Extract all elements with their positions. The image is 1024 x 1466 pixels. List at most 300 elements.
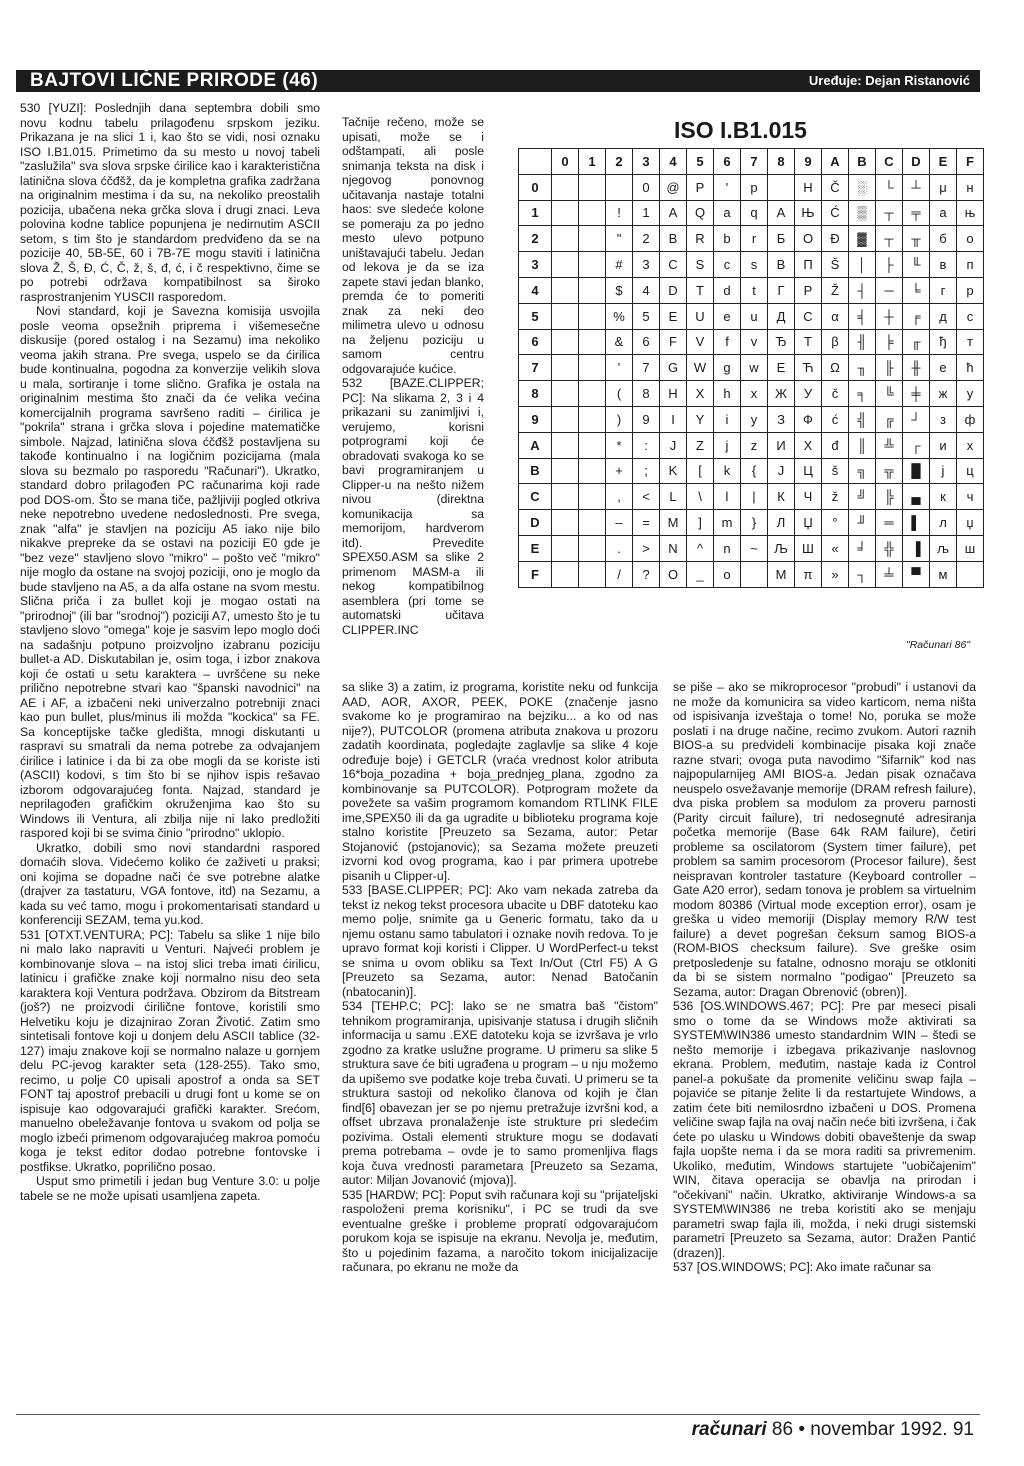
table-cell: S — [687, 252, 714, 278]
table-cell: a — [930, 200, 957, 226]
table-cell: ч — [957, 484, 984, 510]
table-cell: ▒ — [849, 200, 876, 226]
table-cell: ╓ — [903, 329, 930, 355]
table-cell: Д — [768, 303, 795, 329]
table-cell: a — [714, 200, 741, 226]
table-cell: ╫ — [903, 355, 930, 381]
table-cell: Đ — [822, 226, 849, 252]
table-cell: ╜ — [849, 510, 876, 536]
table-cell — [579, 226, 606, 252]
table-cell: T — [687, 277, 714, 303]
table-cell: Ц — [795, 458, 822, 484]
table-cell: 8 — [633, 381, 660, 407]
row-header: E — [519, 535, 552, 561]
row-header: 5 — [519, 303, 552, 329]
table-cell: 3 — [633, 252, 660, 278]
table-cell: ╝ — [849, 484, 876, 510]
table-cell: μ — [930, 174, 957, 200]
table-cell: K — [660, 458, 687, 484]
table-cell: H — [660, 381, 687, 407]
table-cell: ° — [822, 510, 849, 536]
table-cell: ▓ — [849, 226, 876, 252]
table-cell — [552, 381, 579, 407]
table-cell: з — [930, 406, 957, 432]
row-header: D — [519, 510, 552, 536]
table-row — [519, 458, 984, 484]
table-cell: . — [606, 535, 633, 561]
table-cell: q — [741, 200, 768, 226]
table-caption: "Računari 86" — [906, 639, 971, 651]
table-cell: / — [606, 561, 633, 587]
table-cell — [768, 174, 795, 200]
table-cell: Č — [822, 174, 849, 200]
table-cell: р — [957, 277, 984, 303]
paragraph: 536 [OS.WINDOWS.467; PC]: Pre par meseci pisali smo o tome da se Windows može aktivirati sa SYSTEM\WIN386 umesto standardnim WIN – štedi se nešto memorije i izbegava prikazivanje naslovnog ekrana. Problem, međutim, nastaje kada iz Control panel-a pokušate da promenite veličinu swap fajla – pojaviće se pitanje želite li da restartujete Windows, a zatim ćete biti nemilosrdno izbačeni u DOS. Promena veličine swap fajla na ovaj način neće biti izvršena, i čak ćete po ulasku u Windows dobiti obaveštenje da swap fajla uopšte nema i da se mora raditi sa privremenim. Ukoliko, međutim, Windows startujete "uobičajenim" WIN, čitava operacija se obavlja na prirodan i "očekivani" način. Ukratko, aktiviranje Windows-a sa SYSTEM\WIN386 ne treba koristiti ako se menjaju parametri swap fajla ili, možda, i neki drugi sistemski parametri [Preuzeto sa Sezama, autor: Dražen Pantić (drazen)]. — [673, 999, 976, 1260]
table-cell: ╪ — [903, 381, 930, 407]
footer-divider — [16, 1414, 980, 1415]
table-cell: + — [606, 458, 633, 484]
table-cell: ╙ — [903, 252, 930, 278]
table-cell: Ω — [822, 355, 849, 381]
row-header: 2 — [519, 226, 552, 252]
table-cell: B — [660, 226, 687, 252]
table-cell: ž — [822, 484, 849, 510]
table-cell: x — [741, 381, 768, 407]
table-cell — [579, 561, 606, 587]
table-cell: С — [795, 303, 822, 329]
magazine-name: računari — [691, 1419, 767, 1440]
table-cell: 1 — [633, 200, 660, 226]
table-cell: N — [660, 535, 687, 561]
table-cell — [552, 174, 579, 200]
table-cell: ║ — [849, 432, 876, 458]
table-cell: Y — [687, 406, 714, 432]
table-cell: C — [660, 252, 687, 278]
table-cell: u — [741, 303, 768, 329]
table-cell: Х — [795, 432, 822, 458]
table-header-row — [519, 149, 984, 175]
table-cell: ╕ — [849, 381, 876, 407]
table-cell: < — [633, 484, 660, 510]
table-cell: М — [768, 561, 795, 587]
table-cell: j — [930, 458, 957, 484]
column-header: E — [930, 149, 957, 175]
table-cell: к — [930, 484, 957, 510]
column-header: 5 — [687, 149, 714, 175]
table-row — [519, 561, 984, 587]
table-cell: л — [930, 510, 957, 536]
table-cell: т — [957, 329, 984, 355]
table-cell: │ — [849, 252, 876, 278]
table-cell: s — [741, 252, 768, 278]
table-cell — [957, 561, 984, 587]
table-cell: * — [606, 432, 633, 458]
table-cell: у — [957, 381, 984, 407]
table-cell: M — [660, 510, 687, 536]
table-cell: Џ — [795, 510, 822, 536]
table-cell: ╒ — [903, 303, 930, 329]
table-cell: Ш — [795, 535, 822, 561]
column-header: D — [903, 149, 930, 175]
table-cell: х — [957, 432, 984, 458]
table-cell: Ђ — [768, 329, 795, 355]
table-cell — [606, 174, 633, 200]
table-cell: o — [714, 561, 741, 587]
table-cell — [579, 355, 606, 381]
table-cell: н — [957, 174, 984, 200]
table-cell: Z — [687, 432, 714, 458]
table-row — [519, 329, 984, 355]
table-cell — [552, 226, 579, 252]
table-cell: Ж — [768, 381, 795, 407]
row-header: 8 — [519, 381, 552, 407]
table-cell — [579, 381, 606, 407]
table-cell: м — [930, 561, 957, 587]
table-cell: F — [660, 329, 687, 355]
table-cell — [579, 200, 606, 226]
table-cell — [741, 561, 768, 587]
paragraph: Ukratko, dobili smo novi standardni raspored domaćih slova. Videćemo koliko će zaživeti u praksi; oni kojima se dopadne nači će sve potrebne alatke (drajver za tastaturu, VGA fontove, itd) na Sezamu, a kada su već tamo, mogu i prokomentarisati standard u konferenciji SEZAM, tema yu.kod. — [20, 840, 320, 927]
table-cell: V — [687, 329, 714, 355]
table-cell: ┐ — [849, 561, 876, 587]
table-cell: č — [822, 381, 849, 407]
paragraph: Novi standard, koji je Savezna komisija usvojila posle veoma opsežnih priprema i višemesečne diskusije (pored ostalog i na Sezamu) ima nekoliko veoma jakih strana. Pre svega, uspelo se da ćirilica bude kontinualna, pogodna za konverzije velikih slova u mala, sortiranje i tome slično. Grafika je ostala na originalnim mestima što znači da će velika većina komercijalnih programa savršeno raditi – ćirilica je "pokrila" strana i grčka slova i pojedine matematičke simbole. Najzad, latinična slova ćčđšž postavljena su takođe kontinualno i na logičnim pozicijama (mala slova su bezmalo po rasporedu "Računari"). Ukratko, standard dobro prilagođen PC računarima koji rade pod DOS-om. Što se mana tiče, pažljiviji pogled otkriva neke nepotrebno uvedene nedoslednosti. Pre svega, znak "alfa" je stavljen na poziciju A5 iako nije bilo nikakve prepreke da se ostavi na poziciji E0 gde je "bez veze" stavljeno slovo "mikro" – pošto več "mikro" nije moglo da ostane na svojoj poziciji, ono je moglo da bude stavljeno na A5, a da alfa ostane na svom mestu. Slična priča i za bullet koji je mogao ostati na "prirodnoj" (ili bar "srodnoj") poziciji A7, umesto što je tu stavljeno slovo "omega" koje je sasvim lepo moglo doći na sadašnju potpuno proizvoljno izabranu poziciju bullet-a AD. Diskutabilan je, osim toga, i izbor znakova koji će ostati u setu karaktera – uvršćene su neke prilično nepotrebne stvari kao "španski navodnici" na AE i AF, a izbačeni neki univerzalno potrebniji znaci kao pun bullet, plus/minus ili možda "kockica" sa FE. Sa konceptijske tačke gledišta, mnogi diskutanti u raspravi su smatrali da nema potrebe za odvajanjem ćirilice i latinice i da bi za obe mogli da se koriste isti (ASCII) kodovi, s tim što bi se njihov ispis rešavao izborom odgovarajućeg fonta. Najzad, standard je neprilagođen grafičkim okruženjima kao što su Windows ili Ventura, ali zbilja nije ni lako predložiti raspored koji bi se svima činio "prirodno" uklopio. — [20, 304, 320, 840]
table-cell: g — [714, 355, 741, 381]
table-cell — [552, 252, 579, 278]
table-cell: ! — [606, 200, 633, 226]
page-footer — [612, 1419, 974, 1441]
table-cell: ╠ — [876, 484, 903, 510]
column-header: C — [876, 149, 903, 175]
paragraph: 533 [BASE.CLIPPER; PC]: Ako vam nekada zatreba da tekst iz nekog tekst procesora ubacite u DBF datoteku kao memo polje, snimite ga u Generic formatu, tako da u njemu ostanu samo tabulatori i oznake novih redova. To je upravo format koji koristi i Clipper. U WordPerfect-u tekst se snima u ovom obliku sa Text In/Out (Ctrl F5) A G [Preuzeto sa Sezama, autor: Nenad Batočanin (nbatocanin)]. — [342, 883, 658, 999]
table-cell: Т — [795, 329, 822, 355]
table-cell: – — [606, 510, 633, 536]
table-row — [519, 484, 984, 510]
column-header: 3 — [633, 149, 660, 175]
table-cell: ▀ — [903, 561, 930, 587]
column-header: 4 — [660, 149, 687, 175]
table-cell: # — [606, 252, 633, 278]
table-cell: k — [714, 458, 741, 484]
table-cell: њ — [957, 200, 984, 226]
page-header — [16, 70, 980, 92]
table-cell: H — [795, 174, 822, 200]
table-cell — [552, 329, 579, 355]
table-cell — [552, 535, 579, 561]
table-cell: Š — [822, 252, 849, 278]
table-cell: ╣ — [849, 406, 876, 432]
column-middle-top — [342, 115, 484, 637]
table-cell: ╟ — [876, 355, 903, 381]
table-cell: , — [606, 484, 633, 510]
table-cell: █ — [903, 458, 930, 484]
table-cell: U — [687, 303, 714, 329]
table-cell — [552, 355, 579, 381]
table-cell: └ — [876, 174, 903, 200]
table-row — [519, 355, 984, 381]
table-cell: 5 — [633, 303, 660, 329]
table-cell: J — [660, 432, 687, 458]
table-cell: ├ — [876, 252, 903, 278]
table-cell: } — [741, 510, 768, 536]
table-row — [519, 252, 984, 278]
table-row — [519, 510, 984, 536]
table-row — [519, 381, 984, 407]
column-header: 6 — [714, 149, 741, 175]
table-cell: ═ — [876, 510, 903, 536]
paragraph: sa slike 3) a zatim, iz programa, koristite neku od funkcija AAD, AOR, AXOR, PEEK, POKE (značenje jasno svakome ko je programirao na bejziku... a ko od nas nije?), PUTCOLOR (promena atributa znakova u prozoru zadatih koordinata, pogledajte zaglavlje sa slike 4 koje određuje boje) i GETCLR (vraća vrednost kolor atributa 16*boja_pozadina + boja_prednjeg_plana, zgodno za kombinovanje sa PUTCOLOR). Potprogram možete da povežete sa vašim programom komandom RTLINK FILE ime,SPEX50 ili da ga ugradite u biblioteku programa koje stalno koristite [Preuzeto sa Sezama, autor: Petar Stojanović (pstojanovic); sa Sezama možete preuzeti izvorni kod ovog programa, kao i par primera upotrebe pisanih u Clipper-u]. — [342, 680, 658, 883]
table-cell: ┤ — [849, 277, 876, 303]
table-cell: ц — [957, 458, 984, 484]
table-cell — [579, 535, 606, 561]
table-cell: t — [741, 277, 768, 303]
editor-credit: Uređuje: Dejan Ristanović — [808, 73, 970, 88]
table-cell: љ — [930, 535, 957, 561]
issue-info: 86 • novembar 1992. 91 — [771, 1419, 974, 1440]
table-cell: ┬ — [876, 200, 903, 226]
table-cell — [579, 484, 606, 510]
table-cell: n — [714, 535, 741, 561]
paragraph: Usput smo primetili i jedan bug Venture 3.0: u polje tabele se ne može upisati usamljena zapeta. — [20, 1174, 320, 1203]
table-cell: P — [687, 174, 714, 200]
table-cell — [552, 303, 579, 329]
table-cell: ▐ — [903, 535, 930, 561]
table-cell: ' — [714, 174, 741, 200]
table-row — [519, 226, 984, 252]
table-cell: б — [930, 226, 957, 252]
table-cell: š — [822, 458, 849, 484]
table-cell: α — [822, 303, 849, 329]
row-header: 3 — [519, 252, 552, 278]
table-cell: ╡ — [849, 303, 876, 329]
table-cell: h — [714, 381, 741, 407]
table-cell — [552, 432, 579, 458]
paragraph: 530 [YUZI]: Poslednjih dana septembra dobili smo novu kodnu tabelu prilagođenu srpskom jeziku. Prikazana je na slici 1 i, kao što se vidi, nosi oznaku ISO I.B1.015. Primetimo da su mesto u novoj tabeli "zaslužila" sva slova srpske ćirilice kao i karakteristična latinična slova ćčđšž, da je kompletna grafika zadržana na originalnim mestima i da su, na nekoliko preostalih pozicija, ubačena neka grčka slova i drugi znaci. Leva polovina kodne tablice popunjena je nedirnutim ASCII setom, s tim što je standardom predviđeno da se na pozicije 40, 5B-5E, 60 i 7B-7E mogu staviti i latinična slova Ž, Š, Đ, Ć, Č, ž, š, đ, ć, i č respektivno, čime se po potrebi održava kompatibilnost sa široko rasprostranjenim YUSCII rasporedom. — [20, 101, 320, 304]
table-cell: b — [714, 226, 741, 252]
table-cell: ж — [930, 381, 957, 407]
page-title: BAJTOVI LIČNE PRIRODE (46) — [30, 70, 319, 91]
table-row — [519, 200, 984, 226]
table-cell: ; — [633, 458, 660, 484]
table-cell: w — [741, 355, 768, 381]
table-cell: џ — [957, 510, 984, 536]
table-cell: E — [660, 303, 687, 329]
table-cell: | — [741, 484, 768, 510]
table-cell: D — [660, 277, 687, 303]
table-cell — [579, 510, 606, 536]
table-cell: f — [714, 329, 741, 355]
table-cell: π — [795, 561, 822, 587]
table-row — [519, 535, 984, 561]
table-cell: ┴ — [903, 174, 930, 200]
table-cell: c — [714, 252, 741, 278]
table-cell: ћ — [957, 355, 984, 381]
table-cell: j — [714, 432, 741, 458]
table-cell: ╢ — [849, 329, 876, 355]
table-cell: З — [768, 406, 795, 432]
table-cell: ╥ — [903, 226, 930, 252]
column-right-bottom — [673, 680, 976, 1275]
table-cell: A — [768, 200, 795, 226]
table-cell: ╚ — [876, 381, 903, 407]
table-cell: W — [687, 355, 714, 381]
paragraph: Tačnije rečeno, može se upisati, može se i odštampati, ali posle snimanja teksta na disk i njegovog ponovnog učitavanja nastaje totalni haos: sve sledeće kolone se pomeraju za po jedno mesto ulevo potpuno uništavajući tabelu. Jedan od lekova je da se iza zapete stavi jedan blanko, premda će to pomeriti znak za neki deo milimetra ulevo u odnosu na željenu poziciju u samom centru odgovarajuće kućice. — [342, 115, 484, 376]
table-cell: p — [741, 174, 768, 200]
table-cell: ╧ — [876, 561, 903, 587]
table-cell: Р — [795, 277, 822, 303]
table-cell: И — [768, 432, 795, 458]
table-cell: l — [714, 484, 741, 510]
table-cell: ─ — [876, 277, 903, 303]
table-cell: ) — [606, 406, 633, 432]
table-cell: ] — [687, 510, 714, 536]
row-header: 0 — [519, 174, 552, 200]
column-header: B — [849, 149, 876, 175]
table-cell: Q — [687, 200, 714, 226]
code-table — [518, 148, 984, 588]
table-cell — [552, 277, 579, 303]
table-cell: R — [687, 226, 714, 252]
table-cell: J — [768, 458, 795, 484]
row-header: 6 — [519, 329, 552, 355]
table-cell: 0 — [633, 174, 660, 200]
table-cell: d — [714, 277, 741, 303]
table-cell: ш — [957, 535, 984, 561]
table-cell: đ — [822, 432, 849, 458]
table-cell: » — [822, 561, 849, 587]
table-cell — [579, 303, 606, 329]
table-cell: В — [768, 252, 795, 278]
table-cell: « — [822, 535, 849, 561]
table-cell: Б — [768, 226, 795, 252]
paragraph: 537 [OS.WINDOWS; PC]: Ako imate računar sa — [673, 1260, 932, 1274]
paragraph: 535 [HARDW; PC]: Poput svih računara koji su "prijateljski raspoloženi prema korisniku", i PC se trudi da sve eventualne greške i probleme propratí odgovarajućom porukom koja se ispisuje na ekranu. Nevolja je, međutim, što u pojedinim fazama, a naročito tokom inicijalizacije računara, po ekranu ne može da — [342, 1187, 658, 1274]
table-cell: ╖ — [849, 355, 876, 381]
table-cell: ╤ — [903, 200, 930, 226]
table-cell: @ — [660, 174, 687, 200]
row-header: F — [519, 561, 552, 587]
table-cell: : — [633, 432, 660, 458]
row-header: B — [519, 458, 552, 484]
table-cell: ć — [822, 406, 849, 432]
row-header: 1 — [519, 200, 552, 226]
table-cell: в — [930, 252, 957, 278]
table-cell: Л — [768, 510, 795, 536]
table-cell: z — [741, 432, 768, 458]
table-cell: о — [957, 226, 984, 252]
column-header: A — [822, 149, 849, 175]
table-cell: Љ — [768, 535, 795, 561]
table-row — [519, 174, 984, 200]
table-cell: г — [930, 277, 957, 303]
table-cell — [579, 277, 606, 303]
table-cell: ╔ — [876, 406, 903, 432]
table-cell: Њ — [795, 200, 822, 226]
table-row — [519, 406, 984, 432]
column-header: 1 — [579, 149, 606, 175]
table-cell: % — [606, 303, 633, 329]
column-middle-bottom — [342, 680, 658, 1275]
table-cell: 6 — [633, 329, 660, 355]
table-cell: 2 — [633, 226, 660, 252]
table-cell — [552, 406, 579, 432]
table-cell: X — [687, 381, 714, 407]
table-cell: v — [741, 329, 768, 355]
table-cell: ~ — [741, 535, 768, 561]
table-cell — [552, 510, 579, 536]
table-cell — [579, 458, 606, 484]
table-cell: и — [930, 432, 957, 458]
paragraph: se piše – ako se mikroprocesor "probudi" i ustanovi da ne može da komunicira sa video karticom, nema ništa od ispisivanja izveštaja o tome! No, poruka se može poslati i na druge načine, recimo zvukom. Autori raznih BIOS-a su predvideli kombinacije pisaka koji znače razne stvari; ovoga puta navodimo "šifarnik" kod nas najpopularnijeg AMI BIOS-a. Jedan pisak označava neuspelo osvežavanje memorije (DRAM refresh failure), dva piska problem sa modulom za proveru parnosti (Parity circuit failure), tri nedosegnuté adresiranja početka memorije (Base 64k RAM failure), četiri probleme sa oscilatorom (System timer failure), pet problem sa samim procesorom (Procesor failure), šest neispravan kontroler tastature (Keyboard controller – Gate A20 error), sedam tonova je problem sa virtuelnim modom 80386 (Virtual mode exception error), osam je greška u video memoriji (Display memory R/W test failure) a devet pogrešan čeksum samog BIOS-a (ROM-BIOS checksum failure). Sve greške osim pretposledenje su fatalne, odnosno moraju se otkloniti da bi se sistem normalno "podigao" [Preuzeto sa Sezama, autor: Dragan Obrenović (obren)]. — [673, 680, 976, 999]
table-cell: Г — [768, 277, 795, 303]
table-cell: д — [930, 303, 957, 329]
table-cell: ╬ — [876, 535, 903, 561]
table-cell — [579, 252, 606, 278]
table-cell: ░ — [849, 174, 876, 200]
table-cell — [552, 484, 579, 510]
column-header: 0 — [552, 149, 579, 175]
table-row — [519, 277, 984, 303]
table-cell: [ — [687, 458, 714, 484]
column-header: F — [957, 149, 984, 175]
table-cell — [579, 432, 606, 458]
table-cell: ┬ — [876, 226, 903, 252]
table-cell: Ć — [822, 200, 849, 226]
column-header: 2 — [606, 149, 633, 175]
table-cell: ┼ — [876, 303, 903, 329]
table-cell: & — [606, 329, 633, 355]
table-cell: G — [660, 355, 687, 381]
table-cell: r — [741, 226, 768, 252]
table-cell: ▌ — [903, 510, 930, 536]
table-cell: Ћ — [795, 355, 822, 381]
table-cell: Ч — [795, 484, 822, 510]
table-cell — [552, 458, 579, 484]
table-cell: К — [768, 484, 795, 510]
table-cell: β — [822, 329, 849, 355]
paragraph: 534 [TEHP.C; PC]: lako se ne smatra baš "čistom" tehnikom programiranja, upisivanje statusa i drugih sličnih informacija u samu .EXE datoteku koja se izvršava je vrlo zgodno za kratke uslužne programe. U primeru sa slike 5 struktura save će biti ugrađena u program – u nju možemo da upišemo sve podatke koje treba čuvati. U primeru se ta struktura sastoji od nekoliko članova od kojih je član find[6] obavezan jer se po njemu pretražuje izvršni kod, a offset ubrzava pronalaženje iste strukture pri sledećim pozivima. Ostali elementi strukture mogu se dodavati prema potrebama – ovde je to samo promenljiva flags koja čuva vrednosti parametara [Preuzeto sa Sezama, autor: Miljan Jovanović (mjova)]. — [342, 999, 658, 1187]
paragraph: 531 [OTXT.VENTURA; PC]: Tabelu sa slike 1 nije bilo ni malo lako napraviti u Venturi. Najveći problem je kombinovanje slova – na istoj slici treba imati ćirilicu, latinicu i grafičke znake koji normalno nisu deo seta karaktera koji Ventura podržava. Obzirom da Bitstream (još?) ne proizvodi ćirilične fontove, koristili smo Helvetiku koju je dizajnirao Zoran Životić. Zatim smo sintetisali fontove koji u donjem delu ASCII tablice (32-127) imaju znakove koji se normalno nalaze u gornjem delu PC-jevog karakter seta (128-255). Tako smo, recimo, u polje C0 upisali apostrof a onda sa SET FONT taj apostrof prebacili u drugi font u kome se on ispisuje kao odgovarajući grafički karakter. Srećom, manuelno obeležavanje fontova u svakom od polja se moglo izbeći primenom odgovarajućeg makroa pomoću koga je tekst editor dodao potrebne fontovske i postfikse. Ukratko, poprilično posao. — [20, 927, 320, 1174]
table-cell: y — [741, 406, 768, 432]
table-cell: > — [633, 535, 660, 561]
table-cell: ╦ — [876, 458, 903, 484]
table-cell: ? — [633, 561, 660, 587]
table-cell: ╗ — [849, 458, 876, 484]
row-header: 7 — [519, 355, 552, 381]
table-cell: ┌ — [903, 432, 930, 458]
table-cell — [579, 329, 606, 355]
table-cell: ╩ — [876, 432, 903, 458]
table-cell: = — [633, 510, 660, 536]
table-cell: $ — [606, 277, 633, 303]
column-header: 9 — [795, 149, 822, 175]
column-header: 7 — [741, 149, 768, 175]
column-left — [20, 101, 320, 1203]
table-cell: Ž — [822, 277, 849, 303]
table-title: ISO I.B1.015 — [674, 117, 807, 143]
table-cell: ( — [606, 381, 633, 407]
table-cell: e — [714, 303, 741, 329]
table-cell — [552, 200, 579, 226]
table-row — [519, 303, 984, 329]
table-cell: ╞ — [876, 329, 903, 355]
table-cell: П — [795, 252, 822, 278]
table-cell: 9 — [633, 406, 660, 432]
table-cell: ╘ — [903, 277, 930, 303]
table-cell: ђ — [930, 329, 957, 355]
table-cell: ' — [606, 355, 633, 381]
paragraph: 532 [BAZE.CLIPPER; PC]: Na slikama 2, 3 i 4 prikazani su zanimljivi i, verujemo, korisni potprogrami koji će obradovati svakoga ko se bavi programiranjem u Clipper-u na nešto nižem nivou (direktna komunikacija sa memorijom, hardverom itd). Prevedite SPEX50.ASM sa slike 2 primenom MASM-a ili nekog kompatibilnog asemblera (pri tome se automatski učitava CLIPPER.INC — [342, 376, 484, 637]
